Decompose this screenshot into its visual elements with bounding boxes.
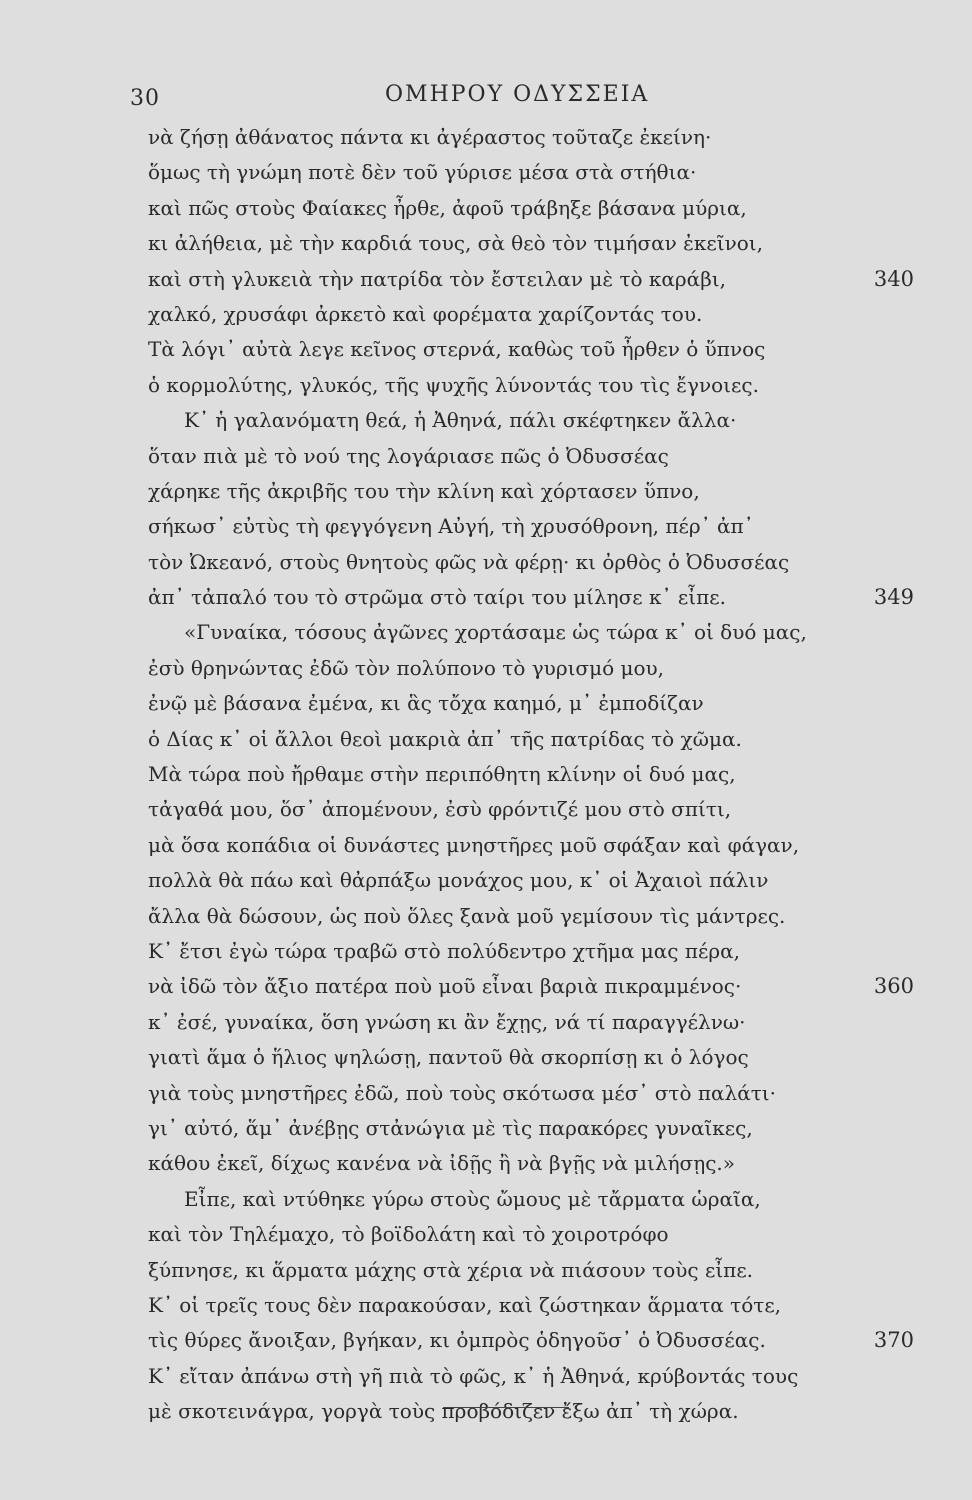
verse-line (0, 1359, 972, 1394)
verse-text: Τὰ λόγι᾽ αὐτὰ λεγε κεῖνος στερνά, καθὼς τοῦ ἦρθεν ὁ ὕπνος (148, 337, 766, 362)
verse-line (0, 545, 972, 580)
running-title: ΟΜΗΡΟΥ ΟΔΥΣΣΕΙΑ (385, 82, 650, 107)
page-number: 30 (130, 86, 160, 111)
line-number: 349 (873, 585, 914, 610)
verse-line (0, 1182, 972, 1217)
verse-text: ὁ κορμολύτης, γλυκός, τῆς ψυχῆς λύνοντάς του τὶς ἔγνοιες. (148, 372, 759, 397)
verse-line (0, 969, 972, 1004)
verse-text: ἐσὺ θρηνώντας ἐδῶ τὸν πολύπονο τὸ γυρισμό μου, (148, 655, 665, 680)
verse-line (0, 1005, 972, 1040)
verse-text: τὸν Ὠκεανό, στοὺς θνητοὺς φῶς νὰ φέρῃ· κι ὀρθὸς ὁ Ὀδυσσέας (148, 549, 790, 574)
verse-text: τὶς θύρες ἄνοιξαν, βγήκαν, κι ὀμπρὸς ὁδηγοῦσ᾽ ὁ Ὀδυσσέας. (148, 1328, 766, 1353)
verse-text: χάρηκε τῆς ἀκριβῆς του τὴν κλίνη καὶ χόρτασεν ὕπνο, (148, 478, 700, 503)
page-header (0, 78, 972, 118)
verse-text: μὰ ὅσα κοπάδια οἱ δυνάστες μνηστῆρες μοῦ σφάξαν καὶ φάγαν, (148, 832, 800, 857)
poem-text (0, 120, 972, 1429)
verse-text: γι᾽ αὐτό, ἅμ᾽ ἀνέβῃς στἀνώγια μὲ τὶς παρακόρες γυναῖκες, (148, 1115, 753, 1140)
line-number: 360 (873, 974, 914, 999)
verse-text: μὲ σκοτεινάγρα, γοργὰ τοὺς προβόδιζεν ἔξω ἀπ᾽ τὴ χώρα. (148, 1399, 739, 1424)
verse-text: γιὰ τοὺς μνηστῆρες ἐδῶ, ποὺ τοὺς σκότωσα μέσ᾽ στὸ παλάτι· (148, 1080, 776, 1105)
verse-text: Κ᾽ εἴταν ἀπάνω στὴ γῆ πιὰ τὸ φῶς, κ᾽ ἡ Ἀθηνά, κρύβοντάς τους (148, 1363, 799, 1388)
verse-line (0, 191, 972, 226)
verse-text: ξύπνησε, κι ἅρματα μάχης στὰ χέρια νὰ πιάσουν τοὺς εἶπε. (148, 1257, 754, 1282)
verse-text: καὶ πῶς στοὺς Φαίακες ἦρθε, ἀφοῦ τράβηξε βάσανα μύρια, (148, 195, 747, 220)
verse-text: Κ᾽ ἡ γαλανόματη θεά, ἡ Ἀθηνά, πάλι σκέφτηκεν ἄλλα· (184, 408, 737, 433)
verse-line (0, 722, 972, 757)
verse-line (0, 120, 972, 155)
verse-text: γιατὶ ἅμα ὁ ἥλιος ψηλώσῃ, παντοῦ θὰ σκορπίσῃ κι ὁ λόγος (148, 1045, 749, 1070)
verse-line (0, 1288, 972, 1323)
verse-line (0, 1253, 972, 1288)
verse-line (0, 757, 972, 792)
verse-text: νὰ ἰδῶ τὸν ἄξιο πατέρα ποὺ μοῦ εἶναι βαριὰ πικραμμένος· (148, 974, 742, 999)
verse-line (0, 686, 972, 721)
verse-text: Κ᾽ οἱ τρεῖς τους δὲν παρακούσαν, καὶ ζώστηκαν ἅρματα τότε, (148, 1292, 782, 1317)
verse-text: σήκωσ᾽ εὐτὺς τὴ φεγγόγενη Αὐγή, τὴ χρυσόθρονη, πέρ᾽ ἀπ᾽ (148, 514, 754, 539)
verse-line (0, 1111, 972, 1146)
verse-text: Εἶπε, καὶ ντύθηκε γύρω στοὺς ὤμους μὲ τἄρματα ὡραῖα, (184, 1186, 761, 1211)
verse-text: ὅταν πιὰ μὲ τὸ νού της λογάριασε πῶς ὁ Ὀδυσσέας (148, 443, 669, 468)
verse-text: πολλὰ θὰ πάω καὶ θἀρπάξω μονάχος μου, κ᾽ οἱ Ἀχαιοὶ πάλιν (148, 868, 769, 893)
verse-text: καὶ στὴ γλυκειὰ τὴν πατρίδα τὸν ἔστειλαν μὲ τὸ καράβι, (148, 266, 726, 291)
verse-line (0, 403, 972, 438)
verse-text: κ᾽ ἐσέ, γυναίκα, ὅση γνώση κι ἂν ἔχῃς, νά τί παραγγέλνω· (148, 1009, 746, 1034)
verse-line (0, 368, 972, 403)
verse-line (0, 1040, 972, 1075)
verse-text: κάθου ἐκεῖ, δίχως κανένα νὰ ἰδῇς ἢ νὰ βγῇς νὰ μιλήσῃς.» (148, 1151, 735, 1176)
verse-line (0, 474, 972, 509)
end-rule (443, 1407, 569, 1408)
verse-line (0, 332, 972, 367)
verse-line (0, 1146, 972, 1181)
verse-line (0, 262, 972, 297)
verse-line (0, 1217, 972, 1252)
verse-text: ἀπ᾽ τἀπαλό του τὸ στρῶμα στὸ ταίρι του μίλησε κ᾽ εἶπε. (148, 585, 726, 610)
verse-line (0, 226, 972, 261)
verse-line (0, 1323, 972, 1358)
verse-text: ἄλλα θὰ δώσουν, ὡς ποὺ ὅλες ξανὰ μοῦ γεμίσουν τὶς μάντρες. (148, 903, 786, 928)
verse-text: «Γυναίκα, τόσους ἀγῶνες χορτάσαμε ὡς τώρα κ᾽ οἱ δυό μας, (184, 620, 807, 645)
verse-line (0, 651, 972, 686)
verse-text: Μὰ τώρα ποὺ ἤρθαμε στὴν περιπόθητη κλίνην οἱ δυό μας, (148, 762, 736, 787)
verse-line (0, 439, 972, 474)
verse-text: καὶ τὸν Τηλέμαχο, τὸ βοϊδολάτη καὶ τὸ χοιροτρόφο (148, 1222, 669, 1247)
verse-line (0, 615, 972, 650)
verse-line (0, 934, 972, 969)
verse-text: ὅμως τὴ γνώμη ποτὲ δὲν τοῦ γύρισε μέσα στὰ στήθια· (148, 160, 697, 185)
line-number: 370 (873, 1328, 914, 1353)
verse-text: νὰ ζήσῃ ἀθάνατος πάντα κι ἀγέραστος τοῦταζε ἐκείνη· (148, 125, 712, 149)
verse-text: ὁ Δίας κ᾽ οἱ ἄλλοι θεοὶ μακριὰ ἀπ᾽ τῆς πατρίδας τὸ χῶμα. (148, 726, 742, 751)
verse-text: κι ἀλήθεια, μὲ τὴν καρδιά τους, σὰ θεὸ τὸν τιμήσαν ἐκεῖνοι, (148, 231, 763, 256)
verse-text: ἐνῷ μὲ βάσανα ἐμένα, κι ἃς τὄχα καημό, μ᾽ ἐμποδίζαν (148, 691, 704, 716)
verse-text: τἀγαθά μου, ὅσ᾽ ἀπομένουν, ἐσὺ φρόντιζέ μου στὸ σπίτι, (148, 797, 732, 822)
line-number: 340 (873, 266, 914, 291)
verse-line (0, 1394, 972, 1429)
verse-text: χαλκό, χρυσάφι ἀρκετὸ καὶ φορέματα χαρίζοντάς του. (148, 301, 703, 326)
verse-line (0, 509, 972, 544)
verse-line (0, 580, 972, 615)
verse-text: Κ᾽ ἔτσι ἐγὼ τώρα τραβῶ στὸ πολύδεντρο χτῆμα μας πέρα, (148, 938, 740, 963)
verse-line (0, 297, 972, 332)
verse-line (0, 863, 972, 898)
verse-line (0, 155, 972, 190)
verse-line (0, 1076, 972, 1111)
verse-line (0, 828, 972, 863)
verse-line (0, 899, 972, 934)
verse-line (0, 792, 972, 827)
